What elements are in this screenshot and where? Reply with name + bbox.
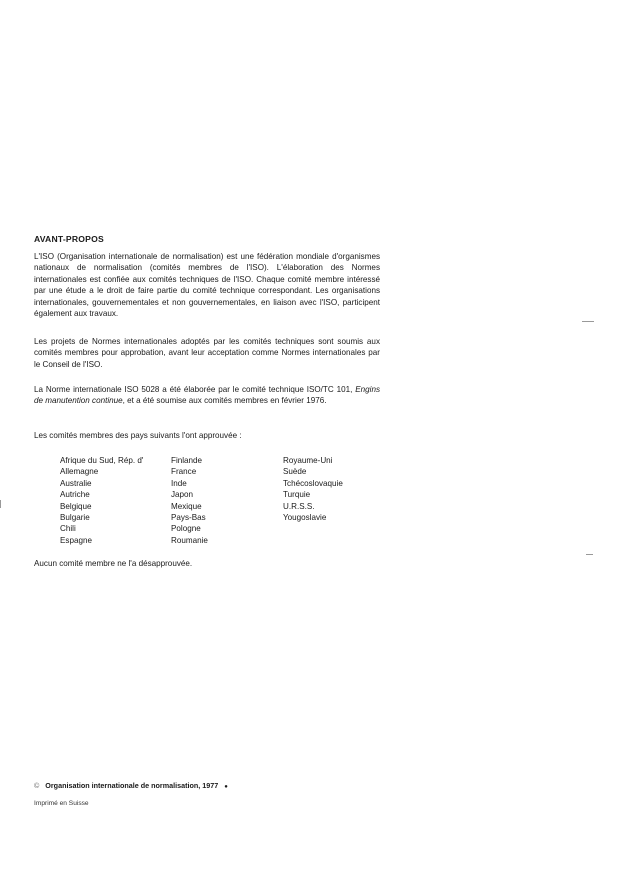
country-item: Australie — [60, 478, 92, 488]
copyright-icon: © — [34, 781, 40, 790]
country-item: Suède — [283, 467, 307, 477]
country-list-column-1 — [60, 455, 143, 546]
bullet-icon: ● — [224, 784, 228, 790]
paragraph-approval-intro: Les comités membres des pays suivants l'ont approuvée : — [34, 431, 242, 440]
country-item: Bulgarie — [60, 513, 90, 523]
paragraph-iso-description: L'ISO (Organisation internationale de normalisation) est une fédération mondiale d'organismes nationaux de normalisation (comités membres de l'ISO). L'élaboration des Normes internationales est confiée aux comités techniques de l'ISO. Chaque comité membre intéressé par une étude a le droit de faire partie du comité technique correspondant. Les organisations internationales, gouvernementales et non gouvernementales, en liaison avec l'ISO, participent également aux travaux. — [34, 252, 380, 319]
country-item: Roumanie — [171, 535, 208, 545]
scan-mark — [0, 500, 1, 508]
copyright-line — [34, 781, 228, 790]
section-heading: AVANT-PROPOS — [34, 234, 104, 244]
committee-title: Engins de manutention continue — [34, 385, 380, 406]
country-list-column-2 — [171, 455, 208, 546]
country-item: U.R.S.S. — [283, 501, 315, 511]
country-item: Pologne — [171, 524, 201, 534]
scan-mark — [582, 321, 594, 322]
paragraph-standard-origin-text-end: , et a été soumise aux comités membres en février 1976. — [122, 396, 327, 406]
country-item: Allemagne — [60, 467, 99, 477]
country-item: Royaume-Uni — [283, 456, 333, 465]
country-item: Autriche — [60, 490, 90, 500]
paragraph-draft-standards: Les projets de Normes internationales adoptés par les comités techniques sont soumis aux comités membres pour approbation, avant leur acceptation comme Normes internationales par le Conseil de l'ISO. — [34, 337, 380, 369]
country-item: Chili — [60, 524, 76, 534]
country-item: Belgique — [60, 501, 92, 511]
country-item: Finlande — [171, 456, 203, 465]
printed-in: Imprimé en Suisse — [34, 800, 89, 807]
country-list-column-3 — [283, 455, 343, 523]
country-item: Japon — [171, 490, 194, 500]
country-item: Pays-Bas — [171, 513, 206, 523]
paragraph-standard-origin-text: La Norme internationale ISO 5028 a été élaborée par le comité technique ISO/TC 101, — [34, 385, 356, 394]
country-item: Inde — [171, 478, 187, 488]
copyright-text: Organisation internationale de normalisation, 1977 — [45, 781, 219, 790]
paragraph-disapproval: Aucun comité membre ne l'a désapprouvée. — [34, 559, 193, 568]
country-item: France — [171, 467, 197, 477]
country-item: Espagne — [60, 535, 92, 545]
country-item: Afrique du Sud, Rép. d' — [60, 456, 144, 465]
country-item: Mexique — [171, 501, 202, 511]
country-item: Turquie — [283, 490, 311, 500]
paragraph-standard-origin — [34, 384, 380, 407]
country-item: Yougoslavie — [283, 513, 327, 523]
scan-mark — [586, 554, 593, 555]
country-item: Tchécoslovaquie — [283, 478, 343, 488]
